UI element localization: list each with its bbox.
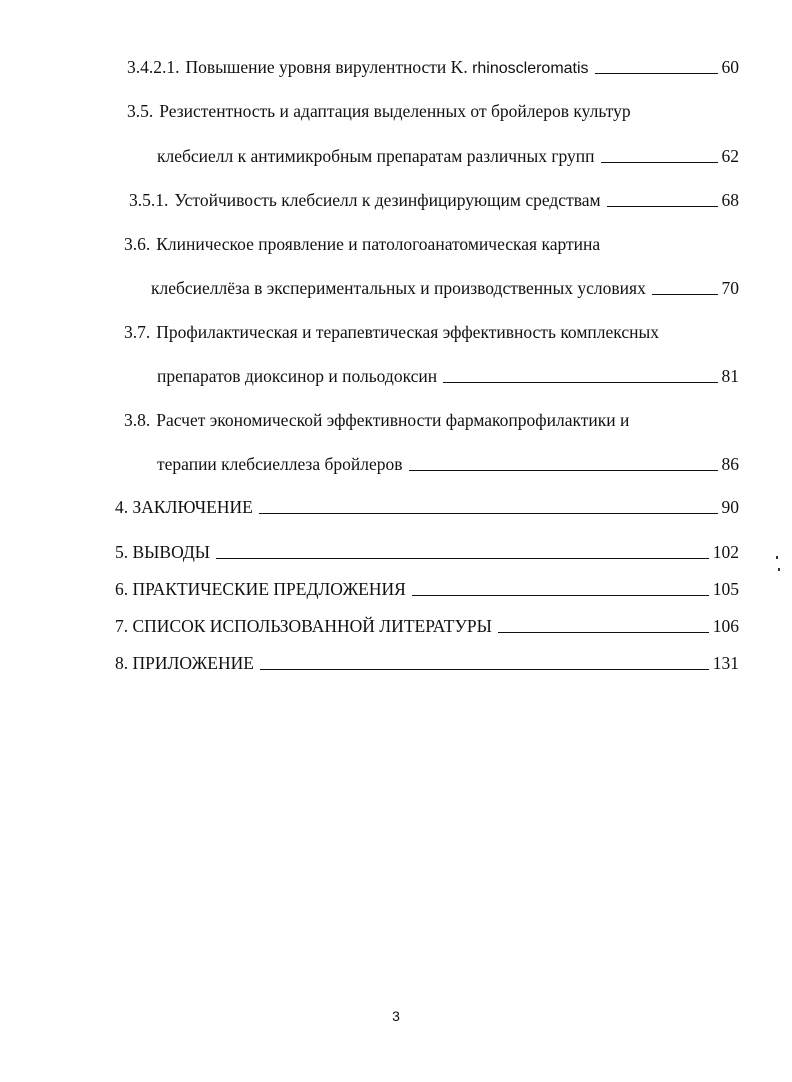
toc-entry-7 — [115, 613, 739, 639]
toc-entry-title-cont: клебсиеллёза в экспериментальных и производственных условиях — [151, 278, 646, 298]
toc-entry-title: Профилактическая и терапевтическая эффективность комплексных — [156, 322, 659, 342]
toc-entry-page: 131 — [712, 653, 739, 673]
toc-entry-3-8-line2 — [157, 451, 739, 477]
dot-leader — [259, 513, 718, 514]
toc-entry-page: 105 — [712, 579, 739, 599]
toc-entry-3-5-1 — [129, 187, 739, 213]
dot-leader — [412, 595, 709, 596]
toc-entry-title: 8. ПРИЛОЖЕНИЕ — [115, 653, 254, 673]
toc-entry-3-6-line1 — [124, 231, 739, 257]
toc-entry-title: 5. ВЫВОДЫ — [115, 542, 211, 562]
dot-leader — [409, 470, 718, 471]
dot-leader — [498, 632, 709, 633]
toc-entry-3-6-line2 — [151, 275, 739, 301]
dot-leader — [601, 162, 718, 163]
toc-entry-3-4-2-1 — [127, 54, 739, 80]
scan-speck — [776, 556, 778, 559]
toc-entry-page: 62 — [721, 146, 739, 166]
toc-entry-title: 4. ЗАКЛЮЧЕНИЕ — [115, 497, 253, 517]
toc-entry-title: Устойчивость клебсиелл к дезинфицирующим средствам — [174, 190, 601, 210]
toc-entry-4 — [115, 494, 739, 520]
toc-entry-title-cont: терапии клебсиеллеза бройлеров — [157, 454, 403, 474]
toc-entry-3-5-line1 — [127, 98, 739, 124]
toc-entry-5 — [115, 539, 739, 565]
toc-entry-number: 3.7. — [124, 322, 151, 342]
scan-speck — [778, 568, 780, 571]
toc-entry-3-7-line2 — [157, 363, 739, 389]
toc-entry-page: 90 — [721, 497, 739, 517]
toc-entry-number: 3.5.1. — [129, 190, 169, 210]
toc-entry-page: 60 — [721, 57, 739, 77]
toc-entry-page: 106 — [712, 616, 739, 636]
toc-entry-page: 102 — [712, 542, 739, 562]
dot-leader — [652, 294, 718, 295]
toc-entry-title: Клиническое проявление и патологоанатомическая картина — [156, 234, 601, 254]
dot-leader — [443, 382, 717, 383]
toc-entry-title: Резистентность и адаптация выделенных от бройлеров культур — [159, 101, 631, 121]
toc-entry-number: 3.5. — [127, 101, 154, 121]
page-number: 3 — [392, 1008, 400, 1024]
toc-entry-6 — [115, 576, 739, 602]
toc-entry-8 — [115, 650, 739, 676]
toc-entry-number: 3.4.2.1. — [127, 57, 180, 77]
toc-entry-3-8-line1 — [124, 407, 739, 433]
toc-entry-number: 3.6. — [124, 234, 151, 254]
toc-entry-3-7-line1 — [124, 319, 739, 345]
dot-leader — [595, 73, 718, 74]
toc-entry-title: Расчет экономической эффективности фармакопрофилактики и — [156, 410, 630, 430]
toc-entry-page: 81 — [721, 366, 739, 386]
toc-entry-title: 6. ПРАКТИЧЕСКИЕ ПРЕДЛОЖЕНИЯ — [115, 579, 406, 599]
toc-entry-page: 70 — [721, 278, 739, 298]
toc-entry-page: 68 — [721, 190, 739, 210]
toc-entry-number: 3.8. — [124, 410, 151, 430]
dot-leader — [260, 669, 709, 670]
toc-entry-page: 86 — [721, 454, 739, 474]
toc-entry-title-cont: препаратов диоксинор и польодоксин — [157, 366, 438, 386]
toc-entry-title-latin: rhinoscleromatis — [472, 60, 589, 77]
toc-entry-3-5-line2 — [157, 143, 739, 169]
toc-entry-title: Повышение уровня вирулентности K. — [185, 57, 468, 77]
toc-entry-title: 7. СПИСОК ИСПОЛЬЗОВАННОЙ ЛИТЕРАТУРЫ — [115, 616, 492, 636]
dot-leader — [607, 206, 718, 207]
dot-leader — [216, 558, 709, 559]
toc-entry-title-cont: клебсиелл к антимикробным препаратам различных групп — [157, 146, 595, 166]
